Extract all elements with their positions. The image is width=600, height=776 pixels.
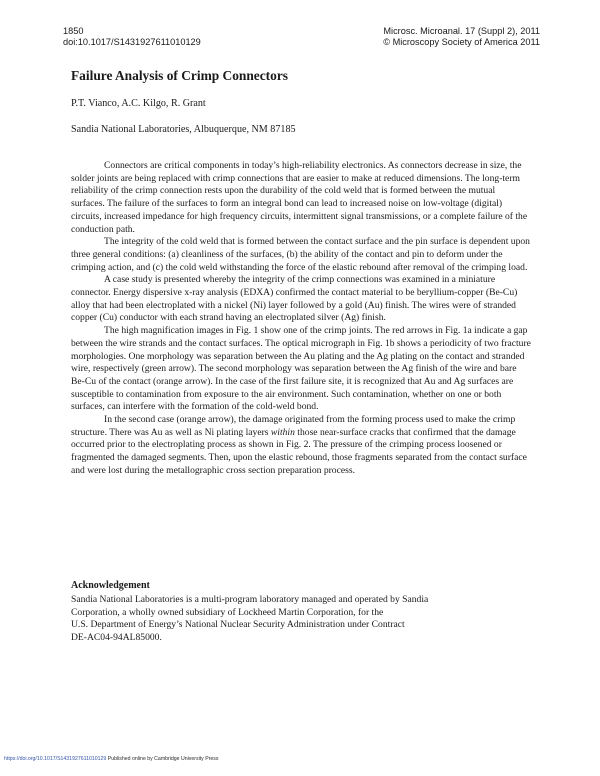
footer-text: Published online by Cambridge University Press bbox=[106, 756, 219, 762]
authors: P.T. Vianco, A.C. Kilgo, R. Grant bbox=[71, 98, 206, 109]
journal-citation: Microsc. Microanal. 17 (Suppl 2), 2011 bbox=[383, 26, 540, 36]
paragraph-2: The integrity of the cold weld that is formed between the contact surface and the pin surface is dependent upon three general conditions: (a) cleanliness of the surfaces, (b) the ability of the contact and pin to deform under the crimping action, and (c) the cold weld withstanding the force of the elastic rebound after removal of the crimping load. bbox=[71, 236, 530, 273]
affiliation: Sandia National Laboratories, Albuquerque, NM 87185 bbox=[71, 124, 296, 135]
page-number: 1850 bbox=[63, 26, 84, 36]
paper-title: Failure Analysis of Crimp Connectors bbox=[71, 68, 288, 83]
acknowledgement-heading: Acknowledgement bbox=[71, 580, 150, 591]
header-left bbox=[63, 26, 201, 48]
acknowledgement-line-2: Corporation, a wholly owned subsidiary of Lockheed Martin Corporation, for the bbox=[71, 606, 384, 618]
acknowledgement-text bbox=[71, 594, 531, 645]
footer bbox=[4, 756, 218, 762]
emphasis-within: within bbox=[270, 426, 295, 438]
doi: doi:10.1017/S1431927611010129 bbox=[63, 37, 201, 47]
acknowledgement-line-1: Sandia National Laboratories is a multi-program laboratory managed and operated by Sandia bbox=[71, 594, 429, 605]
abstract-body bbox=[71, 160, 531, 478]
header-right bbox=[383, 26, 540, 48]
paragraph-5-part-2: those near-surface cracks that confirmed that the damage occurred prior to the electroplating process as shown in Fig. 2. The pressure of the crimping process loosened or fragmented the damaged segments. Then, upon the elastic rebound, those fragments separated from the contact surface and were lost during the metallographic cross section preparation process. bbox=[71, 426, 527, 476]
acknowledgement-line-3: U.S. Department of Energy’s National Nuclear Security Administration under Contract bbox=[71, 619, 405, 631]
paragraph-5 bbox=[71, 414, 531, 478]
paragraph-4: The high magnification images in Fig. 1 show one of the crimp joints. The red arrows in Fig. 1a indicate a gap between the wire strands and the contact surfaces. The optical micrograph in Fig. 1b shows a periodicity of two fracture morphologies. One morphology was separation between the Au plating and the Ag plating on the contact and stranded wire, respectively (green arrow). The second morphology was separation between the Ag finish of the wire and bare Be-Cu of the contact (orange arrow). In the case of the first failure site, it is recognized that Au and Ag surfaces are susceptible to contamination from exposure to the air environment. Such contamination, whether on one or both surfaces, can interfere with the formation of the cold-weld bond. bbox=[71, 325, 531, 413]
acknowledgement-line-4: DE-AC04-94AL85000. bbox=[71, 632, 162, 644]
paragraph-5-part-1: In the second case (orange arrow), the damage originated from the forming process used to make the crimp structure. There was Au as well as Ni plating layers bbox=[71, 414, 516, 438]
doi-link[interactable]: https://doi.org/10.1017/S1431927611010129 bbox=[4, 756, 107, 762]
copyright-notice: © Microscopy Society of America 2011 bbox=[383, 37, 540, 47]
paragraph-3: A case study is presented whereby the integrity of the crimp connections was examined in a miniature connector. Energy dispersive x-ray analysis (EDXA) confirmed the contact material to be beryllium-copper (Be-Cu) alloy that had been electroplated with a nickel (Ni) layer followed by a gold (Au) finish. The wires were of stranded copper (Cu) conductor with each strand having an electroplated silver (Ag) finish. bbox=[71, 274, 518, 324]
paragraph-1: Connectors are critical components in today’s high-reliability electronics. As connectors decrease in size, the solder joints are being replaced with crimp connections that are easier to make at reduced dimensions. The long-term reliability of the crimp connection rests upon the durability of the cold weld that is formed between the mutual surfaces. The failure of the surfaces to form an integral bond can lead to increased noise on low-voltage (digital) circuits, increased impedance for high frequency circuits, intermittent signal transmissions, or a complete failure of the conduction path. bbox=[71, 160, 528, 235]
